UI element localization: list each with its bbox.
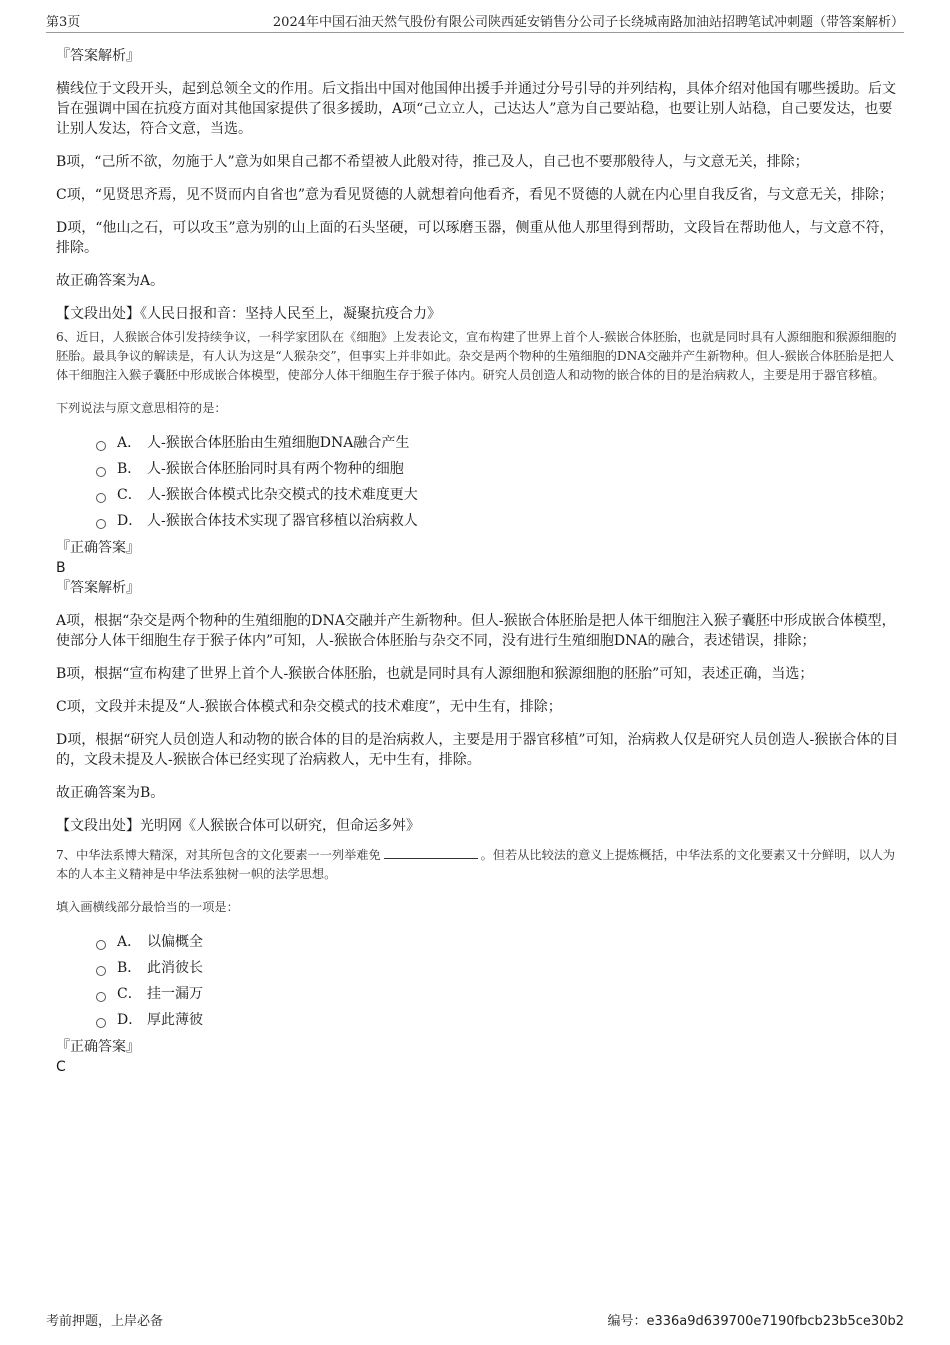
q6-options <box>56 430 900 534</box>
q6-analysis-d: D项，根据“研究人员创造人和动物的嵌合体的目的是治病救人，主要是用于器官移植”可知，治病救人仅是研究人员创造人-猴嵌合体的目的，文段未提及人-猴嵌合体已经实现了治病救人，无中生有，排除。 <box>56 732 899 768</box>
q5-source: 【文段出处】《人民日报和音：坚持人民至上，凝聚抗疫合力》 <box>56 306 441 322</box>
q6-question: 下列说法与原文意思相符的是： <box>56 401 227 415</box>
q6-option-b[interactable]: B． 人-猴嵌合体胚胎同时具有两个物种的细胞 <box>96 456 900 482</box>
q6-analysis-a: A项，根据“杂交是两个物种的生殖细胞的DNA交融并产生新物种。但人-猴嵌合体胚胎是把人体干细胞注入猴子囊胚中形成嵌合体模型，使部分人体干细胞生存于猴子体内”可知，人-猴嵌合体胚胎与杂交不同，没有进行生殖细胞DNA的融合，表述错误，排除； <box>56 613 896 649</box>
radio-icon[interactable] <box>96 441 106 451</box>
q7-answer-label: 『正确答案』 <box>56 1039 140 1055</box>
footer-slogan: 考前押题，上岸必备 <box>46 1314 164 1329</box>
q5-analysis-b: B项，“己所不欲，勿施于人”意为如果自己都不希望被人此般对待，推己及人，自己也不要那般待人，与文意无关，排除； <box>56 154 809 170</box>
q6-conclusion: 故正确答案为B。 <box>56 785 165 801</box>
q7-option-d[interactable]: D． 厚此薄彼 <box>96 1007 900 1033</box>
q6-analysis-label: 『答案解析』 <box>56 580 140 596</box>
fill-blank <box>384 846 478 859</box>
page-footer <box>46 1313 904 1331</box>
q6-answer: B <box>56 560 66 576</box>
q5-analysis-label: 『答案解析』 <box>56 48 140 64</box>
q5-conclusion: 故正确答案为A。 <box>56 273 165 289</box>
footer-serial: 编号：e336a9d639700e7190fbcb23b5ce30b2 <box>607 1314 904 1329</box>
q7-options <box>56 929 900 1033</box>
q7-option-c[interactable]: C． 挂一漏万 <box>96 981 900 1007</box>
q7-question: 填入画横线部分最恰当的一项是： <box>56 900 239 914</box>
radio-icon[interactable] <box>96 519 106 529</box>
q6-option-c[interactable]: C． 人-猴嵌合体模式比杂交模式的技术难度更大 <box>96 482 900 508</box>
q7-answer: C <box>56 1059 66 1075</box>
q6-option-a[interactable]: A． 人-猴嵌合体胚胎由生殖细胞DNA融合产生 <box>96 430 900 456</box>
radio-icon[interactable] <box>96 493 106 503</box>
q5-analysis-c: C项，“见贤思齐焉，见不贤而内自省也”意为看见贤德的人就想着向他看齐，看见不贤德的人就在内心里自我反省，与文意无关，排除； <box>56 187 894 203</box>
q6-source: 【文段出处】光明网《人猴嵌合体可以研究，但命运多舛》 <box>56 818 420 834</box>
radio-icon[interactable] <box>96 966 106 976</box>
radio-icon[interactable] <box>96 1018 106 1028</box>
page-number: 第3页 <box>46 15 81 30</box>
page-header <box>46 14 904 33</box>
q6-option-d[interactable]: D． 人-猴嵌合体技术实现了器官移植以治病救人 <box>96 508 900 534</box>
q5-analysis-d: D项，“他山之石，可以攻玉”意为别的山上面的石头坚硬，可以琢磨玉器，侧重从他人那里得到帮助，文段旨在帮助他人，与文意不符，排除。 <box>56 220 894 256</box>
q6-stem: 6、近日，人猴嵌合体引发持续争议，一科学家团队在《细胞》上发表论文，宣布构建了世界上首个人-猴嵌合体胚胎，也就是同时具有人源细胞和猴源细胞的胚胎。最具争议的解读是，有人认为这是“人猴杂交”，但事实上并非如此。杂交是两个物种的生殖细胞的DNA交融并产生新物种。但人-猴嵌合体胚胎是把人体干细胞注入猴子囊胚中形成嵌合体模型，使部分人体干细胞生存于猴子体内。研究人员创造人和动物的嵌合体的目的是治病救人，主要是用于器官移植。 <box>56 330 897 382</box>
radio-icon[interactable] <box>96 467 106 477</box>
radio-icon[interactable] <box>96 992 106 1002</box>
q6-analysis-b: B项，根据“宣布构建了世界上首个人-猴嵌合体胚胎，也就是同时具有人源细胞和猴源细胞的胚胎”可知，表述正确，当选； <box>56 666 814 682</box>
document-title: 2024年中国石油天然气股份有限公司陕西延安销售分公司子长绕城南路加油站招聘笔试冲刺题（带答案解析） <box>272 15 904 30</box>
q6-answer-label: 『正确答案』 <box>56 540 140 556</box>
q5-analysis-intro: 横线位于文段开头，起到总领全文的作用。后文指出中国对他国伸出援手并通过分号引导的并列结构，具体介绍对他国有哪些援助。后文旨在强调中国在抗疫方面对其他国家提供了很多援助，A项“己立立人，己达达人”意为自己要站稳，也要让别人站稳，自己要发达，也要让别人发达，符合文意，当选。 <box>56 81 896 137</box>
q6-analysis-c: C项，文段并未提及“人-猴嵌合体模式和杂交模式的技术难度”，无中生有，排除； <box>56 699 562 715</box>
q7-option-b[interactable]: B． 此消彼长 <box>96 955 900 981</box>
radio-icon[interactable] <box>96 940 106 950</box>
q7-option-a[interactable]: A． 以偏概全 <box>96 929 900 955</box>
q7-stem: 7、中华法系博大精深，对其所包含的文化要素一一列举难免 。但若从比较法的意义上提炼概括，中华法系的文化要素又十分鲜明，以人为本的人本主义精神是中华法系独树一帜的法学思想。 <box>56 848 896 881</box>
document-body <box>56 46 900 1077</box>
